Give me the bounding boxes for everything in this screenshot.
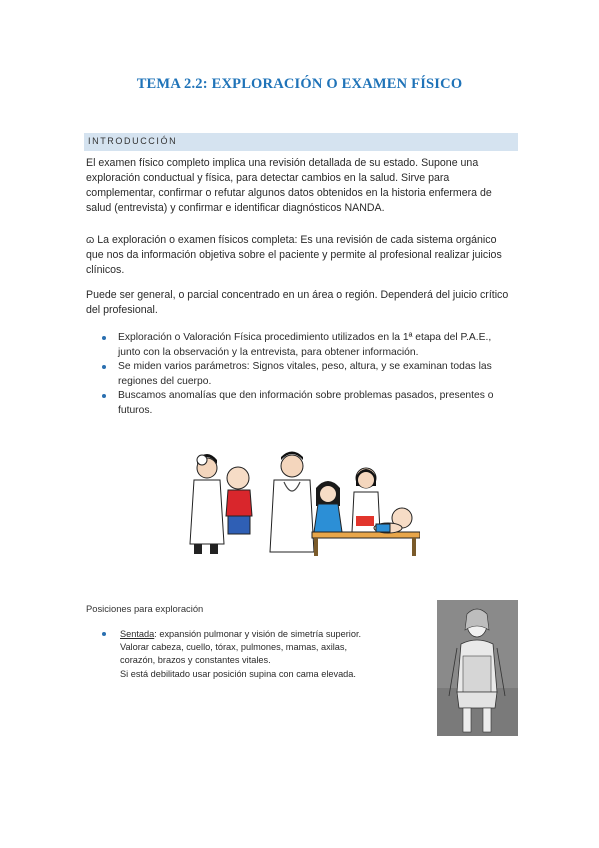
exam-bench — [312, 532, 420, 538]
list-item — [100, 389, 510, 418]
sitting-position-term: Sentada — [120, 629, 155, 639]
sitting-position-detail: corazón, brazos y constantes vitales. — [120, 655, 271, 666]
doctors-examining-children-illustration — [180, 448, 420, 560]
sitting-position-detail: Valorar cabeza, cuello, tórax, pulmones, mamas, axilas, — [120, 642, 348, 653]
section-header-label: INTRODUCCIÓN — [88, 136, 178, 146]
scope-paragraph: Puede ser general, o parcial concentrado en un área o región. Dependerá del juicio crítico del profesional. — [86, 289, 509, 316]
bullet-icon — [102, 394, 106, 398]
list-item-text: Exploración o Valoración Física procedimiento utilizados en la 1ª etapa del P.A.E., junto con la observación y la entrevista, para obtener información. — [118, 332, 492, 358]
child-girl-figure — [314, 481, 342, 532]
definition-paragraph: ɷ La exploración o examen físicos completa: Es una revisión de cada sistema orgánico que nos da información objetiva sobre el paciente y permite al profesional realizar juicios clínicos. — [86, 234, 502, 276]
bullet-icon — [102, 365, 106, 369]
intro-paragraph: El examen físico completo implica una revisión detallada de su estado. Supone una exploración conductual y física, para detectar cambios en la salud. Sirve para complementar, confirmar o refutar algunos datos obtenidos en la historia enfermera de salud (entrevista) y confirmar e identificar diagnósticos NANDA. — [86, 157, 492, 214]
intro-bullet-list — [100, 331, 510, 419]
positions-list — [100, 628, 430, 681]
list-item — [100, 628, 430, 681]
list-item-text: Se miden varios parámetros: Signos vitales, peso, altura, y se examinan todas las regiones del cuerpo. — [118, 361, 492, 387]
positions-heading: Posiciones para exploración — [86, 603, 204, 614]
doctor-right-figure — [352, 468, 380, 532]
bullet-icon — [102, 336, 106, 340]
child-red-figure — [226, 467, 252, 534]
list-item — [100, 331, 510, 360]
sitting-patient-photo — [437, 600, 518, 736]
doctor-center-figure — [270, 452, 314, 553]
sitting-position-desc: : expansión pulmonar y visión de simetría superior. — [154, 629, 362, 639]
section-header-bar — [84, 133, 518, 151]
sitting-position-note: Si está debilitado usar posición supina con cama elevada. — [120, 668, 356, 679]
page-title: TEMA 2.2: EXPLORACIÓN O EXAMEN FÍSICO — [136, 76, 463, 92]
bullet-icon — [102, 632, 106, 636]
doctor-left-figure — [190, 454, 224, 554]
sitting-position-line — [120, 628, 430, 641]
list-item — [100, 360, 510, 389]
list-item-text: Buscamos anomalías que den información sobre problemas pasados, presentes o futuros. — [118, 390, 494, 416]
